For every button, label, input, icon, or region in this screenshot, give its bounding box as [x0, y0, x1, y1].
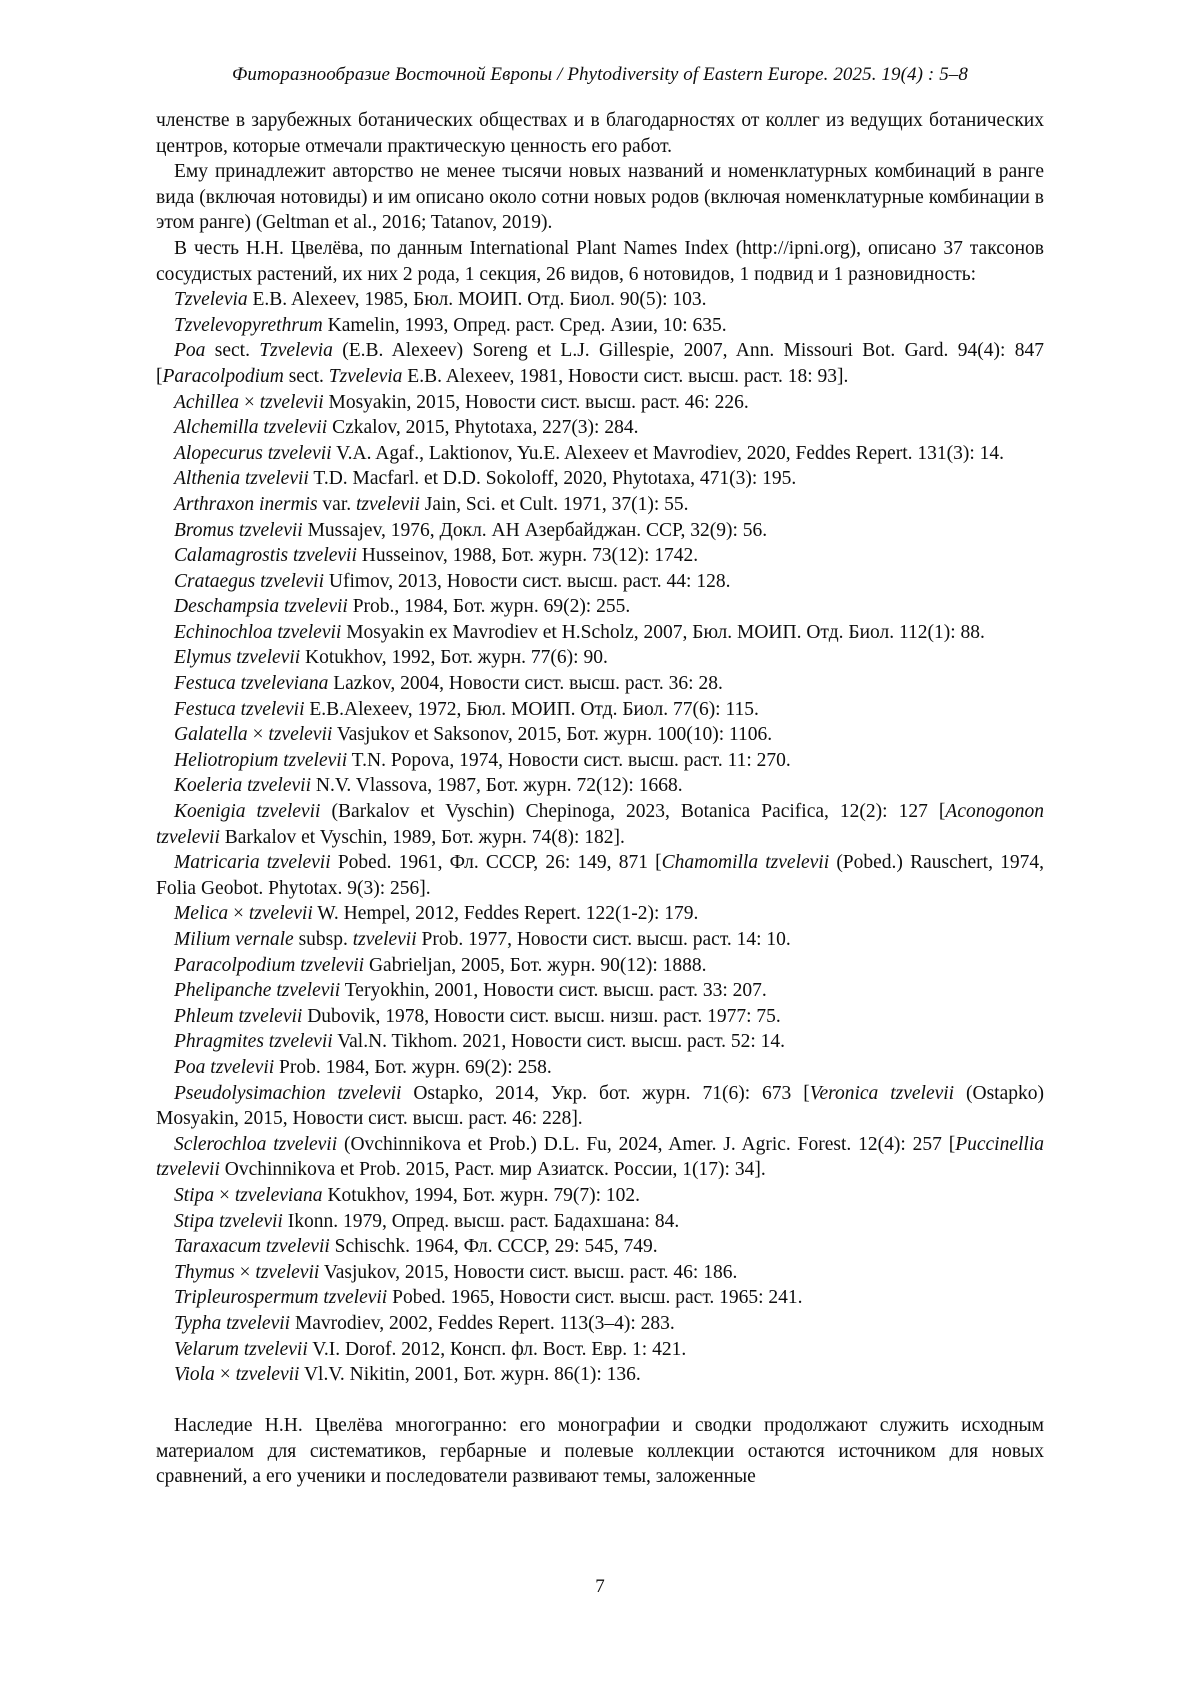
- paragraph: Ему принадлежит авторство не менее тысячи новых названий и номенклатурных комбинаций в ранге вида (включая нотовиды) и им описано около сотни новых родов (включая номенклатурные комбинации в этом ранге) (Geltman et al., 2016; Tatanov, 2019).: [156, 161, 1044, 234]
- species-entry: Elymus tzvelevii Kotukhov, 1992, Бот. журн. 77(6): 90.: [174, 647, 608, 669]
- species-entry: Crataegus tzvelevii Ufimov, 2013, Новости сист. высш. раст. 44: 128.: [174, 570, 731, 592]
- species-entry: Koenigia tzvelevii (Barkalov et Vyschin) Chepinoga, 2023, Botanica Pacifica, 12(2): 127 [Aconogonon tzvelevii Barkalov et Vyschin, 1989, Бот. журн. 74(8): 182].: [156, 801, 1044, 848]
- species-entry: Tripleurospermum tzvelevii Pobed. 1965, Новости сист. высш. раст. 1965: 241.: [174, 1287, 803, 1309]
- species-entry: Calamagrostis tzvelevii Husseinov, 1988, Бот. журн. 73(12): 1742.: [174, 545, 699, 567]
- species-entry: Phragmites tzvelevii Val.N. Tikhom. 2021, Новости сист. высш. раст. 52: 14.: [174, 1031, 786, 1053]
- species-entry: Achillea × tzvelevii Mosyakin, 2015, Новости сист. высш. раст. 46: 226.: [174, 391, 749, 413]
- species-entry: Sclerochloa tzvelevii (Ovchinnikova et Prob.) D.L. Fu, 2024, Amer. J. Agric. Forest. 12(4): 257 [Puccinellia tzvelevii Ovchinnikova et Prob. 2015, Раст. мир Азиатск. России, 1(17): 34].: [156, 1133, 1044, 1181]
- paragraph: Наследие Н.Н. Цвелёва многогранно: его монографии и сводки продолжают служить исходным материалом для систематиков, гербарные и полевые коллекции остаются источником для новых сравнений, а его ученики и последователи развивают темы, заложенные: [156, 1415, 1044, 1488]
- species-entry: Festuca tzveleviana Lazkov, 2004, Новости сист. высш. раст. 36: 28.: [174, 673, 723, 695]
- species-entry: Taraxacum tzvelevii Schischk. 1964, Фл. СССР, 29: 545, 749.: [174, 1236, 658, 1258]
- species-entry: Viola × tzvelevii Vl.V. Nikitin, 2001, Бот. журн. 86(1): 136.: [174, 1364, 641, 1386]
- species-entry: Festuca tzvelevii E.B.Alexeev, 1972, Бюл. МОИП. Отд. Биол. 77(6): 115.: [174, 698, 759, 720]
- species-entry: Melica × tzvelevii W. Hempel, 2012, Feddes Repert. 122(1-2): 179.: [174, 903, 699, 925]
- species-entry: Alopecurus tzvelevii V.A. Agaf., Laktionov, Yu.E. Alexeev et Mavrodiev, 2020, Feddes Repert. 131(3): 14.: [174, 442, 1005, 464]
- species-entry: Arthraxon inermis var. tzvelevii Jain, Sci. et Cult. 1971, 37(1): 55.: [174, 493, 689, 515]
- page-number: 7: [595, 1576, 605, 1597]
- species-entry: Heliotropium tzvelevii T.N. Popova, 1974, Новости сист. высш. раст. 11: 270.: [174, 749, 791, 771]
- species-entry: Pseudolysimachion tzvelevii Ostapko, 2014, Укр. бот. журн. 71(6): 673 [Veronica tzvelevii (Ostapko) Mosyakin, 2015, Новости сист. высш. раст. 46: 228].: [156, 1082, 1044, 1130]
- species-entry: Thymus × tzvelevii Vasjukov, 2015, Новости сист. высш. раст. 46: 186.: [174, 1261, 738, 1283]
- species-entry: Tzvelevopyrethrum Kamelin, 1993, Опред. раст. Сред. Азии, 10: 635.: [174, 314, 727, 336]
- species-entry: Galatella × tzvelevii Vasjukov et Saksonov, 2015, Бот. журн. 100(10): 1106.: [174, 724, 773, 746]
- species-entry: Phelipanche tzvelevii Teryokhin, 2001, Новости сист. высш. раст. 33: 207.: [174, 980, 767, 1002]
- paragraph: членстве в зарубежных ботанических обществах и в благодарностях от коллег из ведущих ботанических центров, которые отмечали практическую ценность его работ.: [156, 110, 1044, 157]
- species-entry: Milium vernale subsp. tzvelevii Prob. 1977, Новости сист. высш. раст. 14: 10.: [174, 929, 791, 950]
- species-entry: Alchemilla tzvelevii Czkalov, 2015, Phytotaxa, 227(3): 284.: [174, 417, 639, 439]
- species-entry: Poa sect. Tzvelevia (E.B. Alexeev) Soreng et L.J. Gillespie, 2007, Ann. Missouri Bot. Gard. 94(4): 847 [Paracolpodium sect. Tzvelevia E.B. Alexeev, 1981, Новости сист. высш. раст. 18: 93].: [156, 340, 1044, 387]
- article-body: [156, 108, 1044, 1490]
- species-entry: Deschampsia tzvelevii Prob., 1984, Бот. журн. 69(2): 255.: [174, 596, 631, 618]
- species-entry: Stipa tzvelevii Ikonn. 1979, Опред. высш. раст. Бадахшана: 84.: [174, 1210, 680, 1232]
- species-entry: Poa tzvelevii Prob. 1984, Бот. журн. 69(2): 258.: [174, 1056, 552, 1078]
- species-entry: Typha tzvelevii Mavrodiev, 2002, Feddes Repert. 113(3–4): 283.: [174, 1312, 675, 1334]
- species-entry: Paracolpodium tzvelevii Gabrieljan, 2005, Бот. журн. 90(12): 1888.: [174, 954, 707, 976]
- species-entry: Tzvelevia E.B. Alexeev, 1985, Бюл. МОИП. Отд. Биол. 90(5): 103.: [174, 289, 707, 311]
- journal-running-header: Фиторазнообразие Восточной Европы / Phytodiversity of Eastern Europe. 2025. 19(4) : 5–8: [231, 64, 969, 85]
- species-entry: Althenia tzvelevii T.D. Macfarl. et D.D. Sokoloff, 2020, Phytotaxa, 471(3): 195.: [174, 468, 797, 490]
- species-entry: Koeleria tzvelevii N.V. Vlassova, 1987, Бот. журн. 72(12): 1668.: [174, 775, 683, 797]
- species-entry: Phleum tzvelevii Dubovik, 1978, Новости сист. высш. низш. раст. 1977: 75.: [174, 1005, 781, 1027]
- species-entry: Velarum tzvelevii V.I. Dorof. 2012, Консп. фл. Вост. Евр. 1: 421.: [174, 1338, 687, 1360]
- species-entry: Stipa × tzveleviana Kotukhov, 1994, Бот. журн. 79(7): 102.: [174, 1184, 640, 1206]
- paragraph: В честь Н.Н. Цвелёва, по данным International Plant Names Index (http://ipni.org), описано 37 таксонов сосудистых растений, их них 2 рода, 1 секция, 26 видов, 6 нотовидов, 1 подвид и 1 разновидность:: [156, 237, 1044, 285]
- species-entry: Matricaria tzvelevii Pobed. 1961, Фл. СССР, 26: 149, 871 [Chamomilla tzvelevii (Pobed.) Rauschert, 1974, Folia Geobot. Phytotax. 9(3): 256].: [156, 852, 1044, 899]
- species-entry: Echinochloa tzvelevii Mosyakin ex Mavrodiev et H.Scholz, 2007, Бюл. МОИП. Отд. Биол. 112(1): 88.: [174, 621, 985, 643]
- species-entry: Bromus tzvelevii Mussajev, 1976, Докл. АН Азербайджан. ССР, 32(9): 56.: [174, 519, 768, 541]
